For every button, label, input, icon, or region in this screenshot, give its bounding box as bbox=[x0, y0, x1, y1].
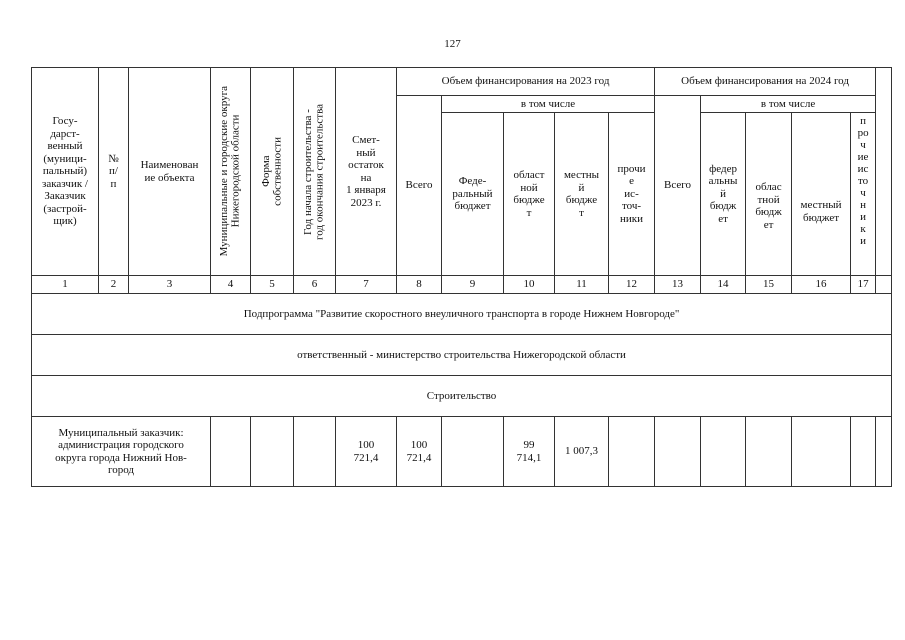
column-number: 7 bbox=[336, 276, 397, 294]
column-number: 9 bbox=[442, 276, 504, 294]
header-regional-2024: облас тной бюдж ет bbox=[746, 113, 792, 276]
column-number: 1 bbox=[32, 276, 99, 294]
header-extra-col bbox=[876, 68, 892, 276]
row-total-2023: 100 721,4 bbox=[397, 417, 442, 487]
column-number: 6 bbox=[294, 276, 336, 294]
header-including-2023: в том числе bbox=[442, 96, 655, 113]
funding-table bbox=[31, 67, 892, 487]
subprogram-title: Подпрограмма "Развитие скоростного внеуличного транспорта в городе Нижнем Новгороде" bbox=[32, 294, 892, 335]
column-number: 2 bbox=[99, 276, 129, 294]
header-years: Год начала строительства - год окончания строительства bbox=[294, 68, 336, 276]
column-number: 13 bbox=[655, 276, 701, 294]
header-federal-2023: Феде- ральный бюджет bbox=[442, 113, 504, 276]
column-numbers-row bbox=[32, 276, 892, 294]
row-other-2023 bbox=[609, 417, 655, 487]
row-estimate: 100 721,4 bbox=[336, 417, 397, 487]
header-funding-2024: Объем финансирования на 2024 год bbox=[655, 68, 876, 96]
column-number: 12 bbox=[609, 276, 655, 294]
header-total-2023: Всего bbox=[397, 96, 442, 276]
header-federal-2024: федер альны й бюдж ет bbox=[701, 113, 746, 276]
row-local-2024 bbox=[792, 417, 851, 487]
column-number: 14 bbox=[701, 276, 746, 294]
header-ownership: Форма собственности bbox=[251, 68, 294, 276]
row-local-2023: 1 007,3 bbox=[555, 417, 609, 487]
header-funding-2023: Объем финансирования на 2023 год bbox=[397, 68, 655, 96]
row-extra bbox=[876, 417, 892, 487]
section-title: Строительство bbox=[32, 376, 892, 417]
row-federal-2024 bbox=[701, 417, 746, 487]
column-number: 5 bbox=[251, 276, 294, 294]
header-row-no: № п/ п bbox=[99, 68, 129, 276]
row-total-2024 bbox=[655, 417, 701, 487]
row-customer: Муниципальный заказчик: администрация городского округа города Нижний Нов- город bbox=[32, 417, 211, 487]
header-total-2024: Всего bbox=[655, 96, 701, 276]
header-local-2024: местный бюджет bbox=[792, 113, 851, 276]
header-regional-2023: област ной бюдже т bbox=[504, 113, 555, 276]
column-number: 8 bbox=[397, 276, 442, 294]
column-number-extra bbox=[876, 276, 892, 294]
row-ownership bbox=[251, 417, 294, 487]
column-number: 11 bbox=[555, 276, 609, 294]
header-including-2024: в том числе bbox=[701, 96, 876, 113]
row-regional-2024 bbox=[746, 417, 792, 487]
row-years bbox=[294, 417, 336, 487]
row-federal-2023 bbox=[442, 417, 504, 487]
table-row bbox=[32, 417, 892, 487]
header-object-name: Наименован ие объекта bbox=[129, 68, 211, 276]
page-number: 127 bbox=[444, 38, 461, 50]
header-other-2024: п ро ч ие ис то ч н и к и bbox=[851, 113, 876, 276]
column-number: 17 bbox=[851, 276, 876, 294]
row-other-2024 bbox=[851, 417, 876, 487]
column-number: 3 bbox=[129, 276, 211, 294]
header-other-2023: прочи е ис- точ- ники bbox=[609, 113, 655, 276]
header-estimate: Смет- ный остаток на 1 января 2023 г. bbox=[336, 68, 397, 276]
row-municipality bbox=[211, 417, 251, 487]
responsible-ministry: ответственный - министерство строительства Нижегородской области bbox=[32, 335, 892, 376]
header-customer: Госу- дарст- венный (муници- пальный) заказчик / Заказчик (застрой- щик) bbox=[32, 68, 99, 276]
row-regional-2023: 99 714,1 bbox=[504, 417, 555, 487]
column-number: 10 bbox=[504, 276, 555, 294]
column-number: 15 bbox=[746, 276, 792, 294]
column-number: 4 bbox=[211, 276, 251, 294]
header-local-2023: местны й бюдже т bbox=[555, 113, 609, 276]
column-number: 16 bbox=[792, 276, 851, 294]
header-municipality: Муниципальные и городские округа Нижегородской области bbox=[211, 68, 251, 276]
